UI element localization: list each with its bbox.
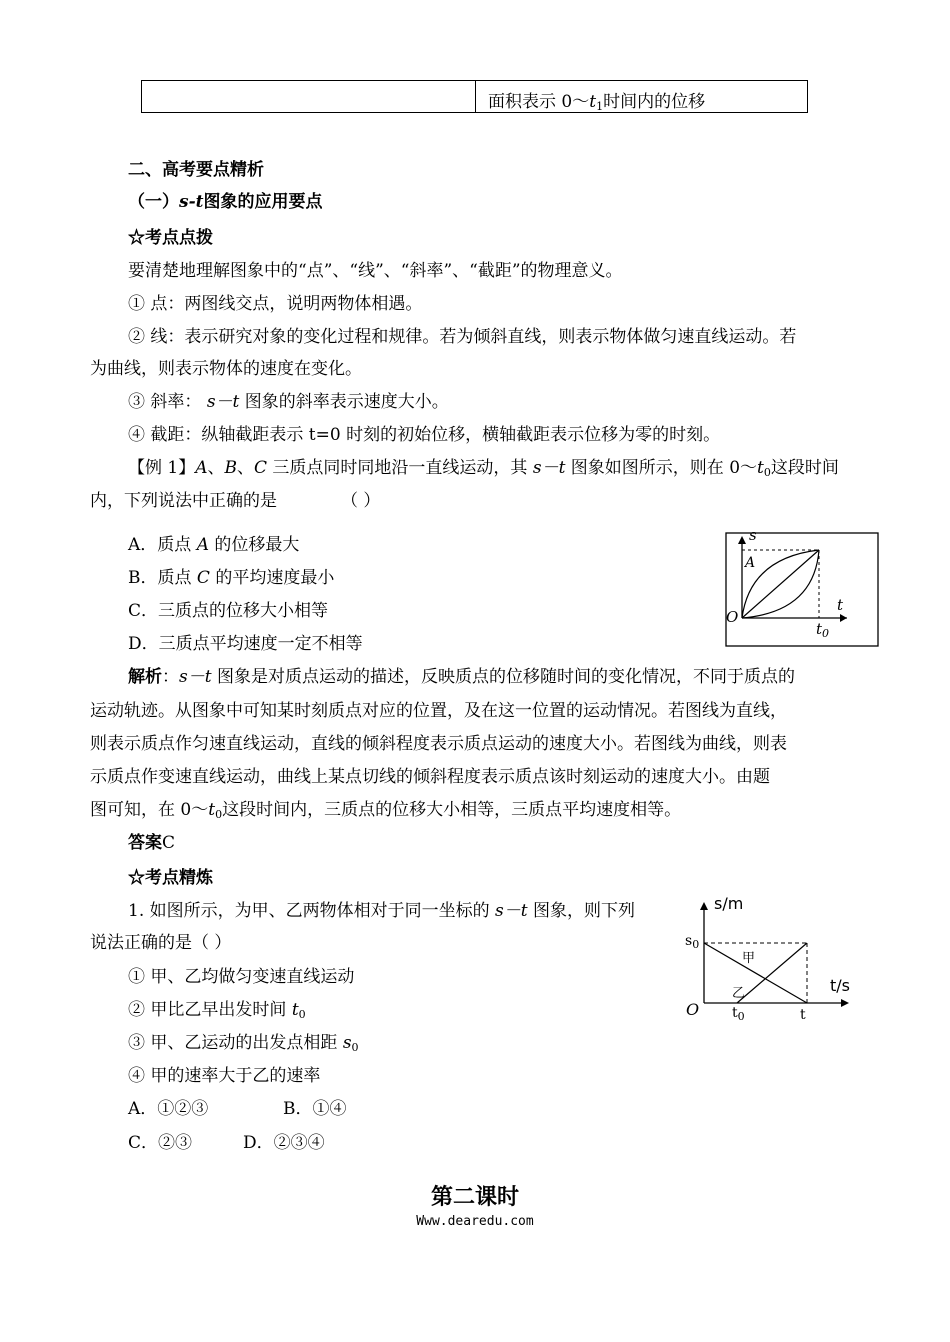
point-4: ④ 截距：纵轴截距表示 t=0 时刻的初始位移，横轴截距表示位移为零的时刻。 — [128, 425, 721, 445]
question-1-line2: 说法正确的是（ ） — [90, 933, 232, 953]
q1-option-d: D．②③④ — [243, 1133, 325, 1153]
statement-1: ① 甲、乙均做匀变速直线运动 — [128, 967, 355, 987]
figure-2 — [682, 890, 862, 1030]
intro-text: 要清楚地理解图象中的“点”、“线”、“斜率”、“截距”的物理意义。 — [128, 261, 623, 281]
fig2-s0-label: $s_0$ — [685, 933, 700, 951]
answer: 答案C — [128, 833, 176, 853]
analysis-line3: 则表示质点作匀速直线运动，直线的倾斜程度表示质点运动的速度大小。若图线为曲线，则表 — [90, 734, 787, 754]
analysis-line1: 解析：s－t 图象是对质点运动的描述，反映质点的位移随时间的变化情况，不同于质点的 — [128, 667, 795, 687]
point-2-line2: 为曲线，则表示物体的速度在变化。 — [90, 359, 362, 379]
fig2-t0-label: $t_0$ — [732, 1005, 745, 1023]
analysis-line4: 示质点作变速直线运动，曲线上某点切线的倾斜程度表示质点该时刻运动的速度大小。由题 — [90, 767, 770, 787]
option-d: D．三质点平均速度一定不相等 — [128, 634, 363, 654]
fig1-origin-label: O — [726, 608, 739, 626]
section-title: 二、高考要点精析 — [128, 160, 264, 180]
analysis-line5: 图可知，在 $0\sim t_0$这段时间内，三质点的位移大小相等，三质点平均速度相等。 — [90, 800, 682, 821]
q1-option-a: A．①②③ — [128, 1099, 209, 1119]
table-row — [141, 80, 808, 113]
option-c: C．三质点的位移大小相等 — [128, 601, 329, 621]
fig1-t0-label: $t_0$ — [816, 620, 830, 640]
fig2-origin-label: O — [686, 1000, 700, 1019]
question-1-line1: 1. 如图所示，为甲、乙两物体相对于同一坐标的 s－t 图象，则下列 — [128, 901, 635, 921]
figure-1 — [722, 526, 882, 650]
statement-3: ③ 甲、乙运动的出发点相距 $s_0$ — [128, 1033, 359, 1054]
figure-2-graph — [682, 890, 862, 1030]
point-2-line1: ② 线：表示研究对象的变化过程和规律。若为倾斜直线，则表示物体做匀速直线运动。若 — [128, 327, 797, 347]
point-1: ① 点：两图线交点，说明两物体相遇。 — [128, 294, 423, 314]
analysis-line2: 运动轨迹。从图象中可知某时刻质点对应的位置，及在这一位置的运动情况。若图线为直线， — [90, 701, 787, 721]
option-a: A．质点 A 的位移最大 — [128, 535, 300, 555]
example-1-line1: 【例 1】A、B、C 三质点同时同地沿一直线运动，其 s－t 图象如图所示，则在 $0\sim t_0$这段时间 — [128, 458, 839, 479]
footer-url: Www.dearedu.com — [416, 1214, 534, 1229]
figure-1-graph — [722, 530, 882, 650]
fig1-s-label: s — [749, 526, 757, 544]
subsection-title: （一）s-t图象的应用要点 — [128, 192, 323, 212]
practice-heading: ☆考点精炼 — [128, 868, 213, 888]
tip-heading: ☆考点点拨 — [128, 228, 213, 248]
q1-option-b: B．①④ — [283, 1099, 347, 1119]
statement-2: ② 甲比乙早出发时间 $t_0$ — [128, 1000, 306, 1021]
fig2-t-label: t — [800, 1007, 806, 1023]
fig2-jia-label: 甲 — [742, 951, 756, 966]
statement-4: ④ 甲的速率大于乙的速率 — [128, 1066, 321, 1086]
fig1-a-label: A — [745, 555, 756, 571]
table-cell-text: 面积表示 $0\sim t_1$时间内的位移 — [488, 92, 706, 113]
point-3: ③ 斜率： s－t 图象的斜率表示速度大小。 — [128, 392, 449, 412]
option-b: B．质点 C 的平均速度最小 — [128, 568, 335, 588]
example-1-line2: 内，下列说法中正确的是 （ ） — [90, 491, 381, 511]
lesson-title: 第二课时 — [430, 1185, 519, 1210]
table-cell — [475, 81, 809, 112]
q1-option-c: C．②③ — [128, 1133, 193, 1153]
fig2-yi-label: 乙 — [732, 986, 746, 1001]
fig2-y-label: s/m — [714, 894, 744, 913]
fig1-t-label: t — [837, 596, 844, 614]
fig2-x-label: t/s — [830, 976, 850, 995]
